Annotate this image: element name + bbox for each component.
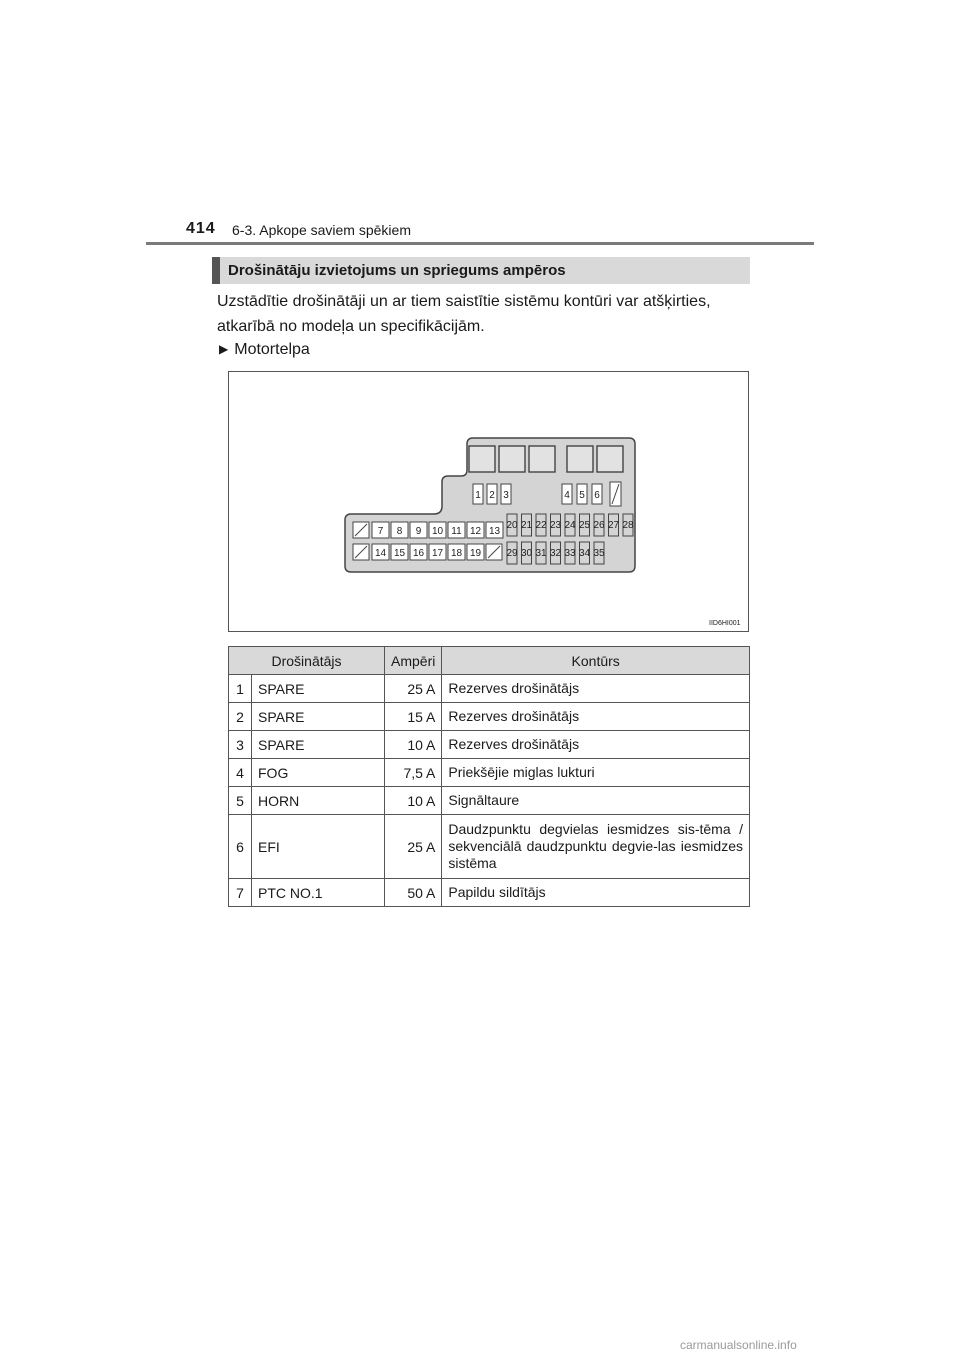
fuse-label: 18 xyxy=(450,548,463,559)
fuse-amps: 10 A xyxy=(385,787,442,815)
fuse-label: 17 xyxy=(431,548,444,559)
col-header-fuse: Drošinātājs xyxy=(229,647,385,675)
fuse-number: 7 xyxy=(229,879,252,907)
fuse-label: 35 xyxy=(593,548,605,559)
relay-block xyxy=(499,446,525,472)
fuse-box-diagram xyxy=(228,371,749,632)
fuse-label: 9 xyxy=(415,526,422,537)
fuse-label: 1 xyxy=(475,490,481,501)
fuse-name: SPARE xyxy=(252,731,385,759)
fuse-number: 1 xyxy=(229,675,252,703)
fuse-label: 8 xyxy=(396,526,403,537)
relay-block xyxy=(567,446,593,472)
fuse-label: 13 xyxy=(488,526,501,537)
fuse-number: 6 xyxy=(229,815,252,879)
fuse-amps: 50 A xyxy=(385,879,442,907)
fuse-circuit: Rezerves drošinātājs xyxy=(442,731,750,759)
fuse-name: SPARE xyxy=(252,703,385,731)
fuse-label: 10 xyxy=(431,526,444,537)
fuse-circuit: Priekšējie miglas lukturi xyxy=(442,759,750,787)
fuse-number: 2 xyxy=(229,703,252,731)
fuse-label: 21 xyxy=(520,520,533,531)
table-row xyxy=(229,759,750,787)
relay-block xyxy=(529,446,555,472)
fuse-label: 30 xyxy=(520,548,533,559)
fuse-label: 4 xyxy=(564,490,570,501)
fuse-label: 23 xyxy=(549,520,562,531)
triangle-right-icon: ▶ xyxy=(219,342,229,356)
fuse-box-illustration xyxy=(229,372,750,633)
fuse-number: 4 xyxy=(229,759,252,787)
fuse-circuit: Papildu sildītājs xyxy=(442,879,750,907)
fuse-label: 12 xyxy=(469,526,482,537)
fuse-label: 33 xyxy=(564,548,576,559)
watermark-text: carmanualsonline.info xyxy=(680,1338,797,1352)
table-row xyxy=(229,787,750,815)
relay-block xyxy=(597,446,623,472)
table-row xyxy=(229,731,750,759)
section-heading: Drošinātāju izvietojums un spriegums ampēros xyxy=(212,257,750,284)
fuse-number: 3 xyxy=(229,731,252,759)
fuse-label: 34 xyxy=(578,548,591,559)
fuse-label: 20 xyxy=(506,520,518,531)
fuse-label: 16 xyxy=(412,548,425,559)
table-row xyxy=(229,879,750,907)
fuse-name: SPARE xyxy=(252,675,385,703)
fuse-number: 5 xyxy=(229,787,252,815)
col-header-amps: Ampēri xyxy=(385,647,442,675)
fuse-label: 3 xyxy=(503,490,509,501)
fuse-amps: 15 A xyxy=(385,703,442,731)
col-header-circuit: Kontūrs xyxy=(442,647,750,675)
fuse-label: 25 xyxy=(578,520,591,531)
fuse-amps: 7,5 A xyxy=(385,759,442,787)
fuse-label: 14 xyxy=(374,548,387,559)
fuse-name: HORN xyxy=(252,787,385,815)
fuse-name: FOG xyxy=(252,759,385,787)
relay-block xyxy=(469,446,495,472)
page-number: 414 xyxy=(186,220,216,237)
fuse-label: 31 xyxy=(535,548,547,559)
fuse-label: 7 xyxy=(377,526,384,537)
fuse-amps: 25 A xyxy=(385,815,442,879)
table-row xyxy=(229,815,750,879)
fuse-amps: 25 A xyxy=(385,675,442,703)
fuse-label: 5 xyxy=(579,490,585,501)
fuse-label: 19 xyxy=(469,548,482,559)
fuse-label: 24 xyxy=(564,520,576,531)
table-header-row xyxy=(229,647,750,675)
fuse-circuit: Rezerves drošinātājs xyxy=(442,703,750,731)
fuse-label: 27 xyxy=(607,520,620,531)
fuse-circuit: Signāltaure xyxy=(442,787,750,815)
fuse-table xyxy=(228,646,750,907)
fuse-label: 29 xyxy=(506,548,518,559)
fuse-label: 11 xyxy=(451,526,462,537)
intro-paragraph: Uzstādītie drošinātāji un ar tiem saistītie sistēmu kontūri var atšķirties, atkarībā no modeļa un specifikācijām. xyxy=(217,293,711,335)
image-code: IID6HI001 xyxy=(709,620,741,627)
fuse-label: 2 xyxy=(489,490,495,501)
section-title: 6-3. Apkope saviem spēkiem xyxy=(232,222,411,238)
table-row xyxy=(229,703,750,731)
fuse-circuit: Daudzpunktu degvielas iesmidzes sis-tēma / sekvenciālā daudzpunktu degvie-las iesmidzes sistēma xyxy=(442,815,750,879)
fuse-label: 26 xyxy=(593,520,605,531)
fuse-circuit: Rezerves drošinātājs xyxy=(442,675,750,703)
fuse-label: 15 xyxy=(393,548,406,559)
bullet-item xyxy=(219,341,310,359)
fuse-label: 6 xyxy=(594,490,600,501)
bullet-label: Motortelpa xyxy=(234,341,310,358)
fuse-label: 28 xyxy=(622,520,634,531)
fuse-name: EFI xyxy=(252,815,385,879)
header-rule xyxy=(146,242,814,245)
fuse-name: PTC NO.1 xyxy=(252,879,385,907)
fuse-amps: 10 A xyxy=(385,731,442,759)
fuse-label: 32 xyxy=(549,548,562,559)
fuse-label: 22 xyxy=(535,520,547,531)
table-row xyxy=(229,675,750,703)
